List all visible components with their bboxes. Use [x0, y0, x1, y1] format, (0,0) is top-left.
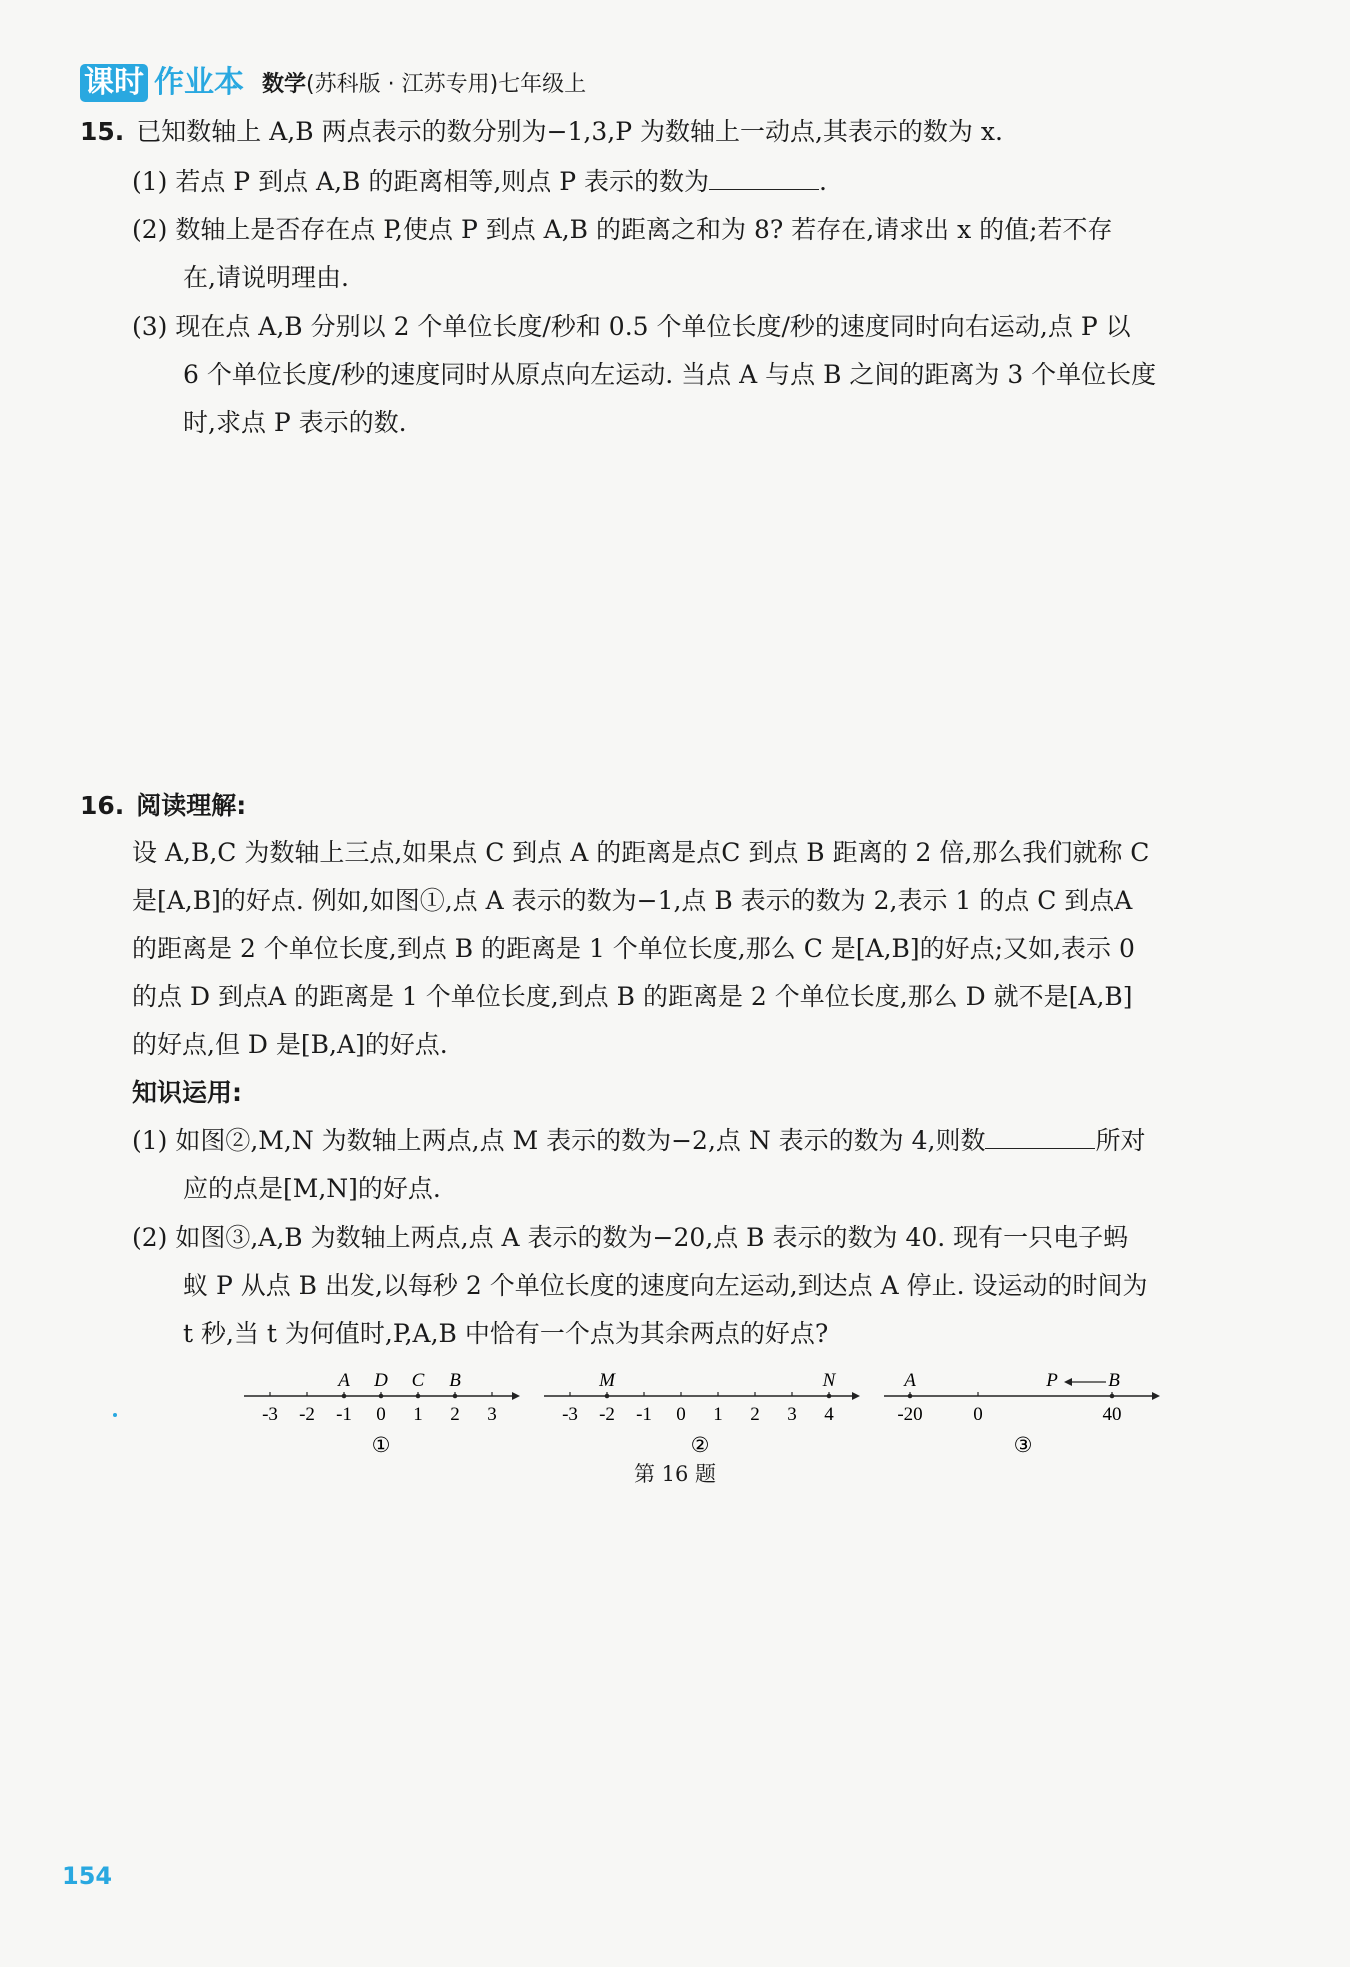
- q16-part1-text-end: 所对: [1095, 1126, 1146, 1155]
- q15-stem: 已知数轴上 A,B 两点表示的数分别为−1,3,P 为数轴上一动点,其表示的数为 x.: [136, 117, 1003, 146]
- q16-reading-line3: 的距离是 2 个单位长度,到点 B 的距离是 1 个单位长度,那么 C 是[A,B]的好点;又如,表示 0: [132, 934, 1135, 963]
- header-subtitle: [262, 68, 586, 102]
- q15-part2-line1: (2) 数轴上是否存在点 P,使点 P 到点 A,B 的距离之和为 8? 若存在,请求出 x 的值;若不存: [132, 215, 1113, 244]
- q16-part1-text: (1) 如图②,M,N 为数轴上两点,点 M 表示的数为−2,点 N 表示的数为 4,则数: [132, 1126, 986, 1155]
- point-label-a: A: [904, 1370, 916, 1391]
- q15-part3-line2: 6 个单位长度/秒的速度同时从原点向左运动. 当点 A 与点 B 之间的距离为 3 个单位长度: [183, 360, 1157, 389]
- point-label-b: B: [1108, 1370, 1120, 1391]
- number-line-figure-2: [540, 1368, 860, 1462]
- q16-reading-line5: 的好点,但 D 是[B,A]的好点.: [132, 1030, 448, 1059]
- tick-label: -3: [262, 1404, 278, 1425]
- tick-label: 3: [787, 1404, 797, 1425]
- q15-number: 15.: [80, 117, 125, 146]
- tick-label: 1: [713, 1404, 723, 1425]
- point-b-dot: [453, 1394, 458, 1399]
- answer-blank[interactable]: [985, 1122, 1095, 1149]
- tick-label: -20: [897, 1404, 923, 1425]
- tick-label: 3: [487, 1404, 497, 1425]
- q15-part2-line2: 在,请说明理由.: [183, 263, 349, 292]
- point-d-dot: [379, 1394, 384, 1399]
- q15-part1-text: (1) 若点 P 到点 A,B 的距离相等,则点 P 表示的数为: [132, 167, 710, 196]
- q16-reading-line4: 的点 D 到点A 的距离是 1 个单位长度,到点 B 的距离是 2 个单位长度,那么 D 就不是[A,B]: [132, 982, 1133, 1011]
- q15-part3-line1: (3) 现在点 A,B 分别以 2 个单位长度/秒和 0.5 个单位长度/秒的速度同时向右运动,点 P 以: [132, 312, 1131, 341]
- q16-part1-line2: 应的点是[M,N]的好点.: [183, 1174, 441, 1203]
- header-subject: 数学: [262, 72, 307, 97]
- q16-number: 16.: [80, 791, 125, 820]
- q16-part1-line1: [132, 1117, 1146, 1165]
- point-label-n: N: [822, 1370, 836, 1391]
- q16-part2-line1: (2) 如图③,A,B 为数轴上两点,点 A 表示的数为−20,点 B 表示的数为 40. 现有一只电子蚂: [132, 1223, 1129, 1252]
- number-line-figure-1: [240, 1368, 520, 1462]
- q16-apply-title: 知识运用:: [132, 1078, 242, 1107]
- tick-label: 4: [824, 1404, 834, 1425]
- tick-label: 40: [1102, 1404, 1122, 1425]
- tick-label: 0: [973, 1404, 983, 1425]
- point-label-m: M: [599, 1370, 615, 1391]
- q16-part2-line3: t 秒,当 t 为何值时,P,A,B 中恰有一个点为其余两点的好点?: [183, 1319, 829, 1348]
- point-a-dot: [908, 1394, 913, 1399]
- tick-label: -2: [599, 1404, 615, 1425]
- tick-label: -2: [299, 1404, 315, 1425]
- figure-label: ②: [690, 1433, 710, 1457]
- figure-label: ①: [371, 1433, 391, 1457]
- q16-reading-line2: 是[A,B]的好点. 例如,如图①,点 A 表示的数为−1,点 B 表示的数为 2,表示 1 的点 C 到点A: [132, 886, 1133, 915]
- point-c-dot: [416, 1394, 421, 1399]
- q15-part3-line3: 时,求点 P 表示的数.: [183, 408, 407, 437]
- decorative-dot: [113, 1413, 117, 1417]
- header-edition: (苏科版 · 江苏专用)七年级上: [306, 72, 587, 97]
- tick-label: 0: [676, 1404, 686, 1425]
- logo: [80, 64, 244, 102]
- point-label-c: C: [411, 1370, 425, 1391]
- logo-tail-text: 作业本: [154, 65, 244, 100]
- point-b-dot: [1110, 1394, 1115, 1399]
- point-label-a: A: [338, 1370, 350, 1391]
- tick-label: 2: [450, 1404, 460, 1425]
- tick-label: -1: [336, 1404, 352, 1425]
- q16-part2-line2: 蚁 P 从点 B 出发,以每秒 2 个单位长度的速度向左运动,到达点 A 停止. 设运动的时间为: [183, 1271, 1148, 1300]
- point-label-b: B: [449, 1370, 461, 1391]
- q16-reading-line1: 设 A,B,C 为数轴上三点,如果点 C 到点 A 的距离是点C 到点 B 距离的 2 倍,那么我们就称 C: [132, 838, 1150, 867]
- point-label-p: P: [1046, 1370, 1058, 1391]
- q16-title-line: [80, 782, 246, 830]
- tick-label: 0: [376, 1404, 386, 1425]
- page-header: [80, 62, 586, 102]
- number-line-figure-3: [880, 1368, 1160, 1462]
- logo-boxed-text: 课时: [80, 64, 148, 102]
- point-a-dot: [342, 1394, 347, 1399]
- figure-label: ③: [1013, 1433, 1033, 1457]
- page-number: 154: [62, 1862, 113, 1890]
- arrowhead-left-icon: [1064, 1378, 1072, 1386]
- point-n-dot: [827, 1394, 832, 1399]
- tick-label: 1: [413, 1404, 423, 1425]
- q15-part1: [132, 158, 827, 206]
- answer-blank[interactable]: [709, 163, 819, 190]
- q15-part1-end: .: [819, 167, 827, 196]
- tick-label: -1: [636, 1404, 652, 1425]
- figure-caption: 第 16 题: [633, 1462, 717, 1486]
- point-label-d: D: [374, 1370, 388, 1391]
- tick-label: 2: [750, 1404, 760, 1425]
- tick-label: -3: [562, 1404, 578, 1425]
- point-m-dot: [605, 1394, 610, 1399]
- q16-title: 阅读理解:: [136, 791, 247, 820]
- q15-stem-line: [80, 108, 1003, 156]
